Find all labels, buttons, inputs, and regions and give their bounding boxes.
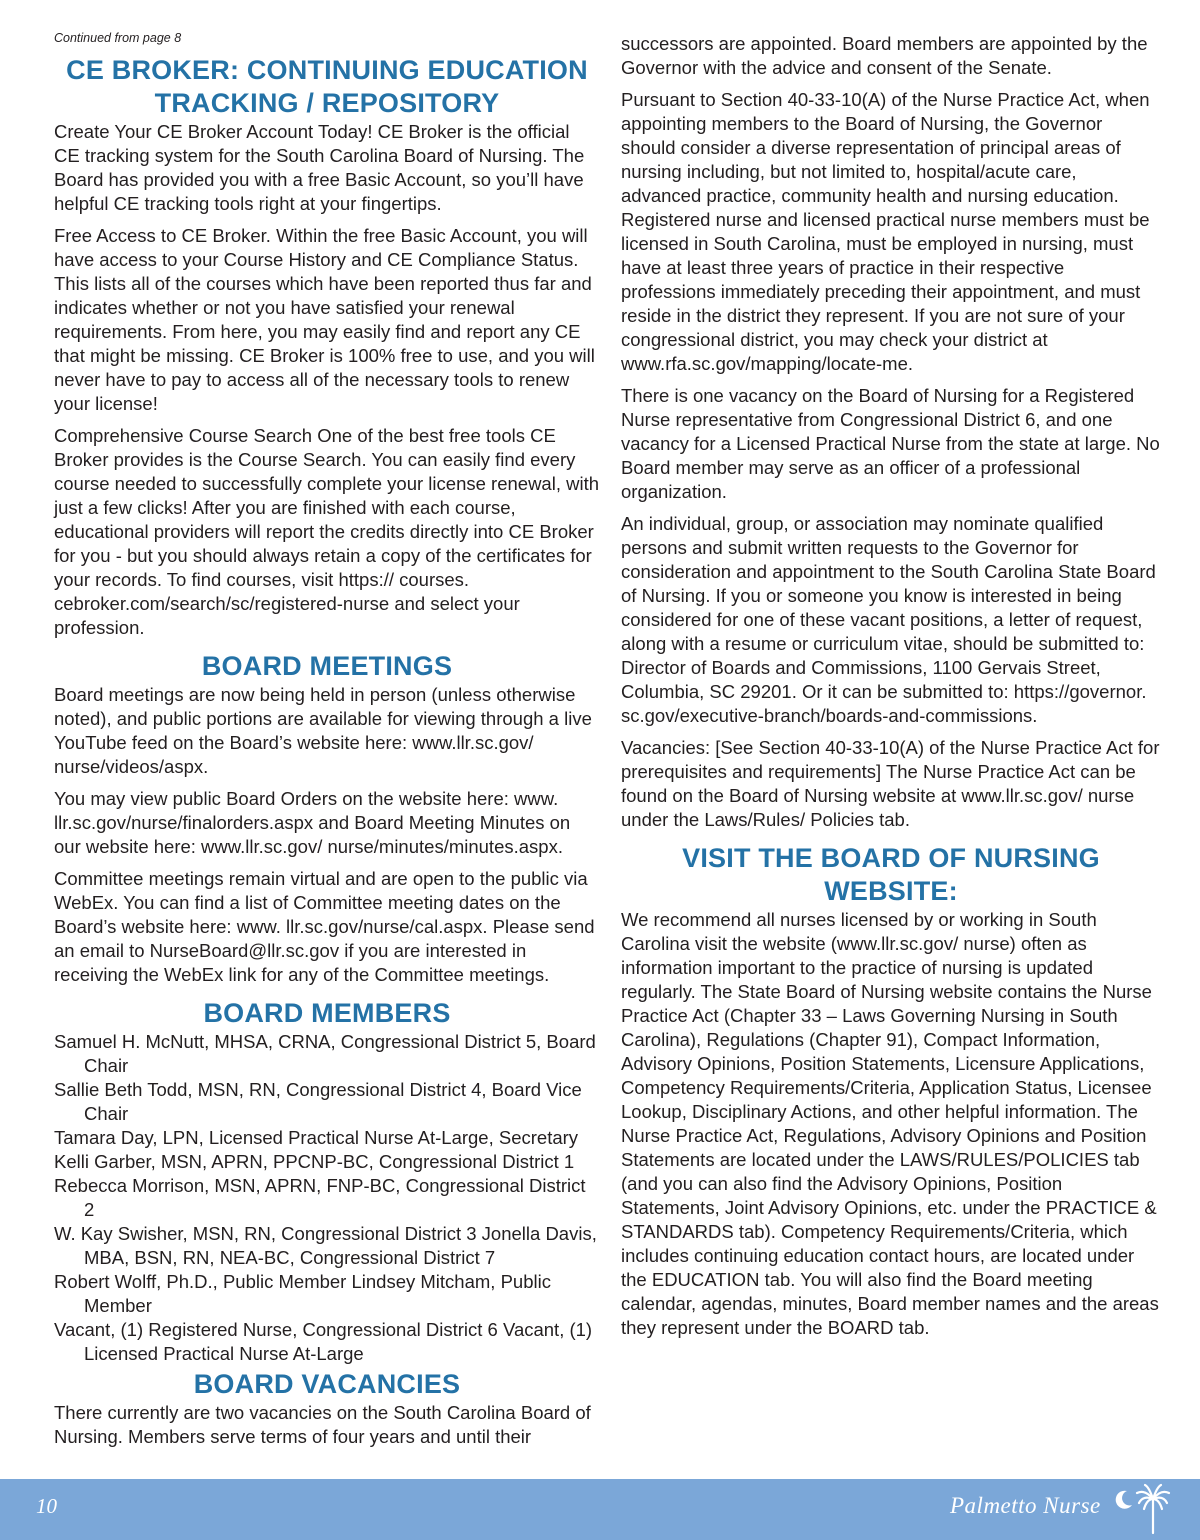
board-vacancies-heading: BOARD VACANCIES [193, 1369, 461, 1399]
board-meetings-paragraph: Committee meetings remain virtual and are open to the public via WebEx. You can find a list of Committee meeting dates on the Board’s website here: www. llr.sc.gov/nurse/cal.aspx. Please send an email to NurseBoard@llr.sc.gov if you are interested in receiving the WebEx link for any of the Committee meetings. [54, 868, 595, 985]
ce-broker-paragraph: Free Access to CE Broker. Within the free Basic Account, you will have access to your Course History and CE Compliance Status. This lists all of the courses which have been reported thus far and indicates whether or not you have satisfied your renewal requirements. From here, you may easily find and report any CE that might be missing. CE Broker is 100% free to use, and you will never have to pay to access all of the necessary tools to renew your license! [54, 225, 595, 414]
vacancies-paragraph: Pursuant to Section 40-33-10(A) of the Nurse Practice Act, when appointing members to the Board of Nursing, the Governor should consider a diverse representation of principal areas of nursing including, but not limited to, hospital/acute care, advanced practice, community health and nursing education. Registered nurse and licensed practical nurse members must be licensed in South Carolina, must be employed in nursing, must have at least three years of practice in their respective professions immediately preceding their appointment, and must reside in the district they represent. If you are not sure of your congressional district, you may check your district at www.rfa.sc.gov/mapping/locate-me. [621, 89, 1150, 374]
visit-website-heading: VISIT THE BOARD OF NURSING WEBSITE: [682, 843, 1100, 906]
page-footer [0, 1479, 1200, 1540]
left-column [54, 30, 600, 1449]
board-meetings-paragraph: You may view public Board Orders on the website here: www. llr.sc.gov/nurse/finalorders.aspx and Board Meeting Minutes on our website here: www.llr.sc.gov/ nurse/minutes/minutes.aspx. [54, 788, 571, 857]
board-members-list [54, 1030, 600, 1366]
board-member-item: W. Kay Swisher, MSN, RN, Congressional District 3 Jonella Davis, MBA, BSN, RN, NEA-BC, Congressional District 7 [54, 1223, 597, 1268]
page-number: 10 [36, 1494, 57, 1518]
continued-note: Continued from page 8 [54, 31, 182, 45]
board-member-item: Kelli Garber, MSN, APRN, PPCNP-BC, Congressional District 1 [54, 1151, 575, 1172]
visit-website-paragraph: We recommend all nurses licensed by or working in South Carolina visit the website (www.llr.sc.gov/ nurse) often as information important to the practice of nursing is updated regularly. The State Board of Nursing website contains the Nurse Practice Act (Chapter 33 – Laws Governing Nursing in South Carolina), Regulations (Chapter 91), Compact Information, Advisory Opinions, Position Statements, Licensure Applications, Competency Requirements/Criteria, Application Status, Licensee Lookup, Disciplinary Actions, and other helpful information. The Nurse Practice Act, Regulations, Advisory Opinions and Position Statements are located under the LAWS/RULES/POLICIES tab (and you can also find the Advisory Opinions, Position Statements, Joint Advisory Opinions, etc. under the PRACTICE & STANDARDS tab). Competency Requirements/Criteria, which includes continuing education contact hours, are located under the EDUCATION tab. You will also find the Board meeting calendar, agendas, minutes, Board member names and the areas they represent under the BOARD tab. [621, 909, 1159, 1338]
board-member-item: Robert Wolff, Ph.D., Public Member Lindsey Mitcham, Public Member [54, 1271, 551, 1316]
board-member-item: Samuel H. McNutt, MHSA, CRNA, Congressional District 5, Board Chair [54, 1031, 596, 1076]
crescent-moon-icon [1114, 1489, 1134, 1511]
board-member-item: Sallie Beth Todd, MSN, RN, Congressional District 4, Board Vice Chair [54, 1079, 582, 1124]
board-member-item: Vacant, (1) Registered Nurse, Congressional District 6 Vacant, (1) Licensed Practical Nurse At-Large [54, 1319, 593, 1364]
ce-broker-paragraph: Comprehensive Course Search One of the best free tools CE Broker provides is the Course Search. You can easily find every course needed to successfully complete your license renewal, with just a few clicks! After you are finished with each course, educational providers will report the credits directly into CE Broker for you - but you should always retain a copy of the certificates for your records. To find courses, visit https:// courses. cebroker.com/search/sc/registered-nurse and select your profession. [54, 425, 600, 638]
ce-broker-heading: CE BROKER: CONTINUING EDUCATION TRACKING / REPOSITORY [66, 55, 588, 118]
publication-name: Palmetto Nurse [950, 1493, 1101, 1518]
board-meetings-heading: BOARD MEETINGS [201, 651, 453, 681]
vacancies-paragraph: Vacancies: [See Section 40-33-10(A) of the Nurse Practice Act for prerequisites and requirements] The Nurse Practice Act can be found on the Board of Nursing website at www.llr.sc.gov/ nurse under the Laws/Rules/ Policies tab. [621, 737, 1160, 830]
vacancies-paragraph: There is one vacancy on the Board of Nursing for a Registered Nurse representative from Congressional District 6, and one vacancy for a Licensed Practical Nurse from the state at large. No Board member may serve as an officer of a professional organization. [621, 385, 1160, 502]
palmetto-tree-icon [1135, 1483, 1171, 1535]
vacancies-paragraph: successors are appointed. Board members are appointed by the Governor with the advice and consent of the Senate. [621, 33, 1148, 78]
vacancies-paragraph: An individual, group, or association may nominate qualified persons and submit written requests to the Governor for consideration and appointment to the South Carolina State Board of Nursing. If you or someone you know is interested in being considered for one of these vacant positions, a letter of request, along with a resume or curriculum vitae, should be submitted to: Director of Boards and Commissions, 1100 Gervais Street, Columbia, SC 29201. Or it can be submitted to: https://governor. sc.gov/executive-branch/boards-and-commissions. [621, 513, 1156, 726]
board-member-item: Rebecca Morrison, MSN, APRN, FNP-BC, Congressional District 2 [54, 1175, 586, 1220]
board-meetings-paragraph: Board meetings are now being held in person (unless otherwise noted), and public portions are available for viewing through a live YouTube feed on the Board’s website here: www.llr.sc.gov/ nurse/videos/aspx. [54, 684, 592, 777]
board-members-heading: BOARD MEMBERS [203, 998, 451, 1028]
board-member-item: Tamara Day, LPN, Licensed Practical Nurse At-Large, Secretary [54, 1127, 579, 1148]
ce-broker-paragraph: Create Your CE Broker Account Today! CE Broker is the official CE tracking system for the South Carolina Board of Nursing. The Board has provided you with a free Basic Account, so you’ll have helpful CE tracking tools right at your fingertips. [54, 121, 585, 214]
board-vacancies-paragraph: There currently are two vacancies on the South Carolina Board of Nursing. Members serve terms of four years and until their [54, 1402, 591, 1447]
right-column [621, 32, 1161, 1340]
